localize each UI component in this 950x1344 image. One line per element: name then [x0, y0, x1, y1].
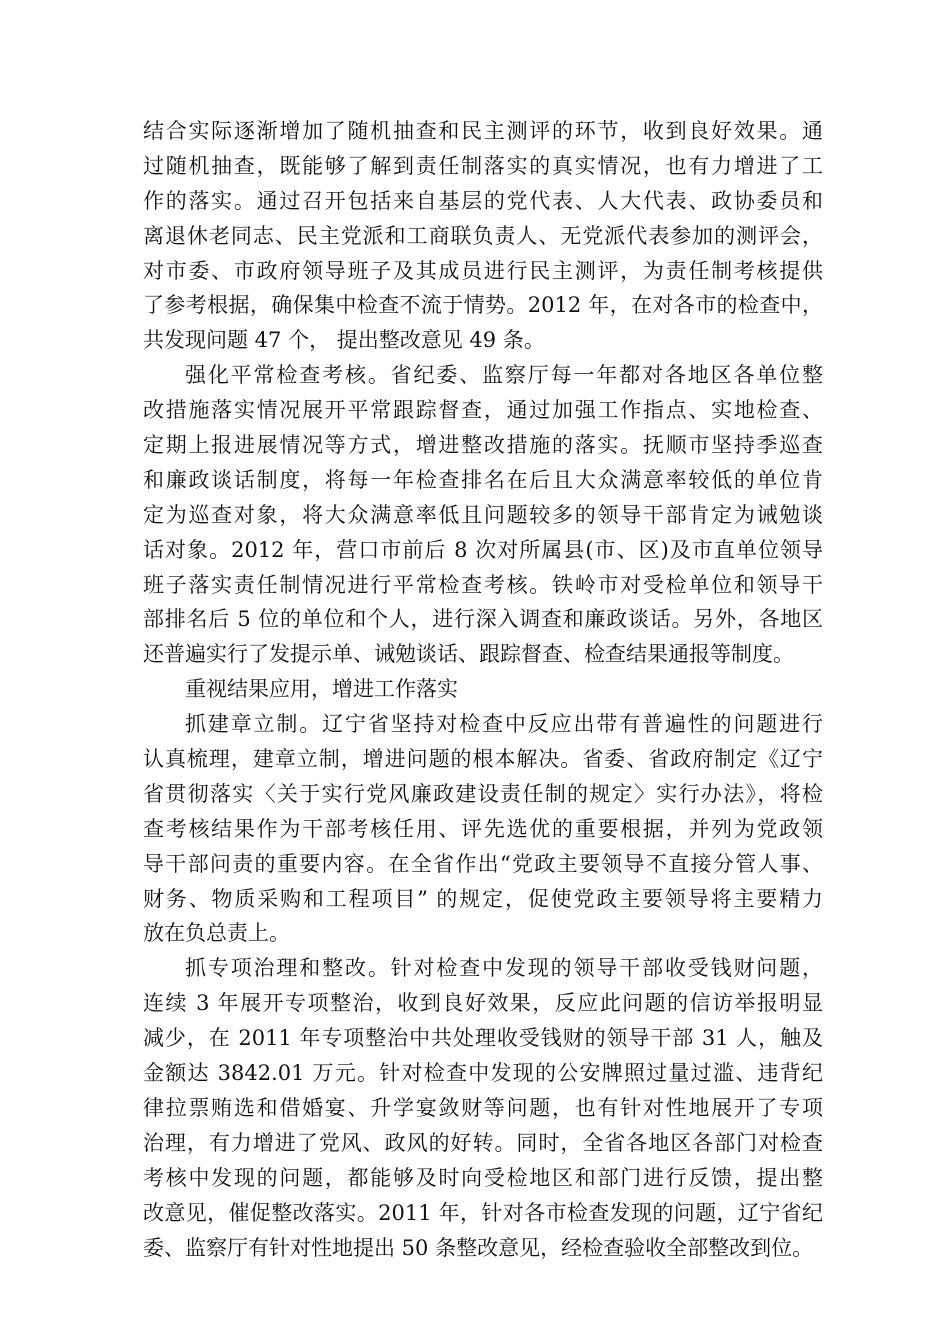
text-line: 了参考根据，确保集中检查不流于情势。2012 年，在对各市的检查中，	[143, 293, 823, 318]
text-line: 放在负总责上。	[143, 921, 290, 946]
body-text	[143, 114, 823, 1265]
text-line: 抓专项治理和整改。针对检查中发现的领导干部收受钱财问题，	[185, 956, 823, 981]
text-line: 强化平常检查考核。省纪委、监察厅每一年都对各地区各单位整	[185, 363, 823, 388]
text-line: 重视结果应用，增进工作落实	[185, 677, 458, 702]
text-line: 改措施落实情况展开平常跟踪督查，通过加强工作指点、实地检查、	[143, 398, 823, 423]
text-line: 减少，在 2011 年专项整治中共处理收受钱财的领导干部 31 人，触及	[143, 1026, 823, 1051]
text-line: 部排名后 5 位的单位和个人，进行深入调查和廉政谈话。另外，各地区	[143, 607, 823, 632]
text-line: 律拉票贿选和借婚宴、升学宴敛财等问题，也有针对性地展开了专项	[143, 1095, 823, 1120]
text-line: 作的落实。通过召开包括来自基层的党代表、人大代表、政协委员和	[143, 188, 823, 213]
text-line: 定期上报进展情况等方式，增进整改措施的落实。抚顺市坚持季巡查	[143, 433, 823, 458]
text-line: 还普遍实行了发提示单、诫勉谈话、跟踪督查、检查结果通报等制度。	[143, 642, 794, 667]
text-line: 共发现问题 47 个， 提出整改意见 49 条。	[143, 328, 545, 353]
text-line: 查考核结果作为干部考核任用、评先选优的重要根据，并列为党政领	[143, 816, 823, 841]
text-line: 导干部问责的重要内容。在全省作出“党政主要领导不直接分管人事、	[143, 851, 823, 876]
text-line: 考核中发现的问题，都能够及时向受检地区和部门进行反馈，提出整	[143, 1165, 823, 1190]
text-line: 连续 3 年展开专项整治，收到良好效果，反应此问题的信访举报明显	[143, 991, 823, 1016]
text-line: 过随机抽查，既能够了解到责任制落实的真实情况，也有力增进了工	[143, 153, 823, 178]
text-line: 定为巡查对象，将大众满意率低且问题较多的领导干部肯定为诫勉谈	[143, 502, 823, 527]
text-line: 和廉政谈话制度，将每一年检查排名在后且大众满意率较低的单位肯	[143, 467, 823, 492]
text-line: 认真梳理，建章立制，增进问题的根本解决。省委、省政府制定《辽宁	[143, 747, 823, 772]
text-line: 抓建章立制。辽宁省坚持对检查中反应出带有普遍性的问题进行	[185, 712, 823, 737]
text-line: 治理，有力增进了党风、政风的好转。同时，全省各地区各部门对检查	[143, 1130, 823, 1155]
text-line: 对市委、市政府领导班子及其成员进行民主测评，为责任制考核提供	[143, 258, 823, 283]
text-line: 省贯彻落实〈关于实行党风廉政建设责任制的规定〉实行办法》，将检	[143, 781, 823, 806]
text-line: 财务、物质采购和工程项目” 的规定，促使党政主要领导将主要精力	[143, 886, 823, 911]
text-line: 结合实际逐渐增加了随机抽查和民主测评的环节，收到良好效果。通	[143, 119, 823, 143]
text-line: 改意见，催促整改落实。2011 年，针对各市检查发现的问题，辽宁省纪	[143, 1200, 823, 1225]
text-line: 金额达 3842.01 万元。针对检查中发现的公安牌照过量过滥、违背纪	[143, 1061, 823, 1086]
text-line: 离退休老同志、民主党派和工商联负责人、无党派代表参加的测评会，	[143, 223, 823, 248]
text-line: 委、监察厅有针对性地提出 50 条整改意见，经检查验收全部整改到位。	[143, 1235, 814, 1260]
text-line: 班子落实责任制情况进行平常检查考核。铁岭市对受检单位和领导干	[143, 572, 823, 597]
text-line: 话对象。2012 年，营口市前后 8 次对所属县(市、区)及市直单位领导	[143, 537, 823, 562]
